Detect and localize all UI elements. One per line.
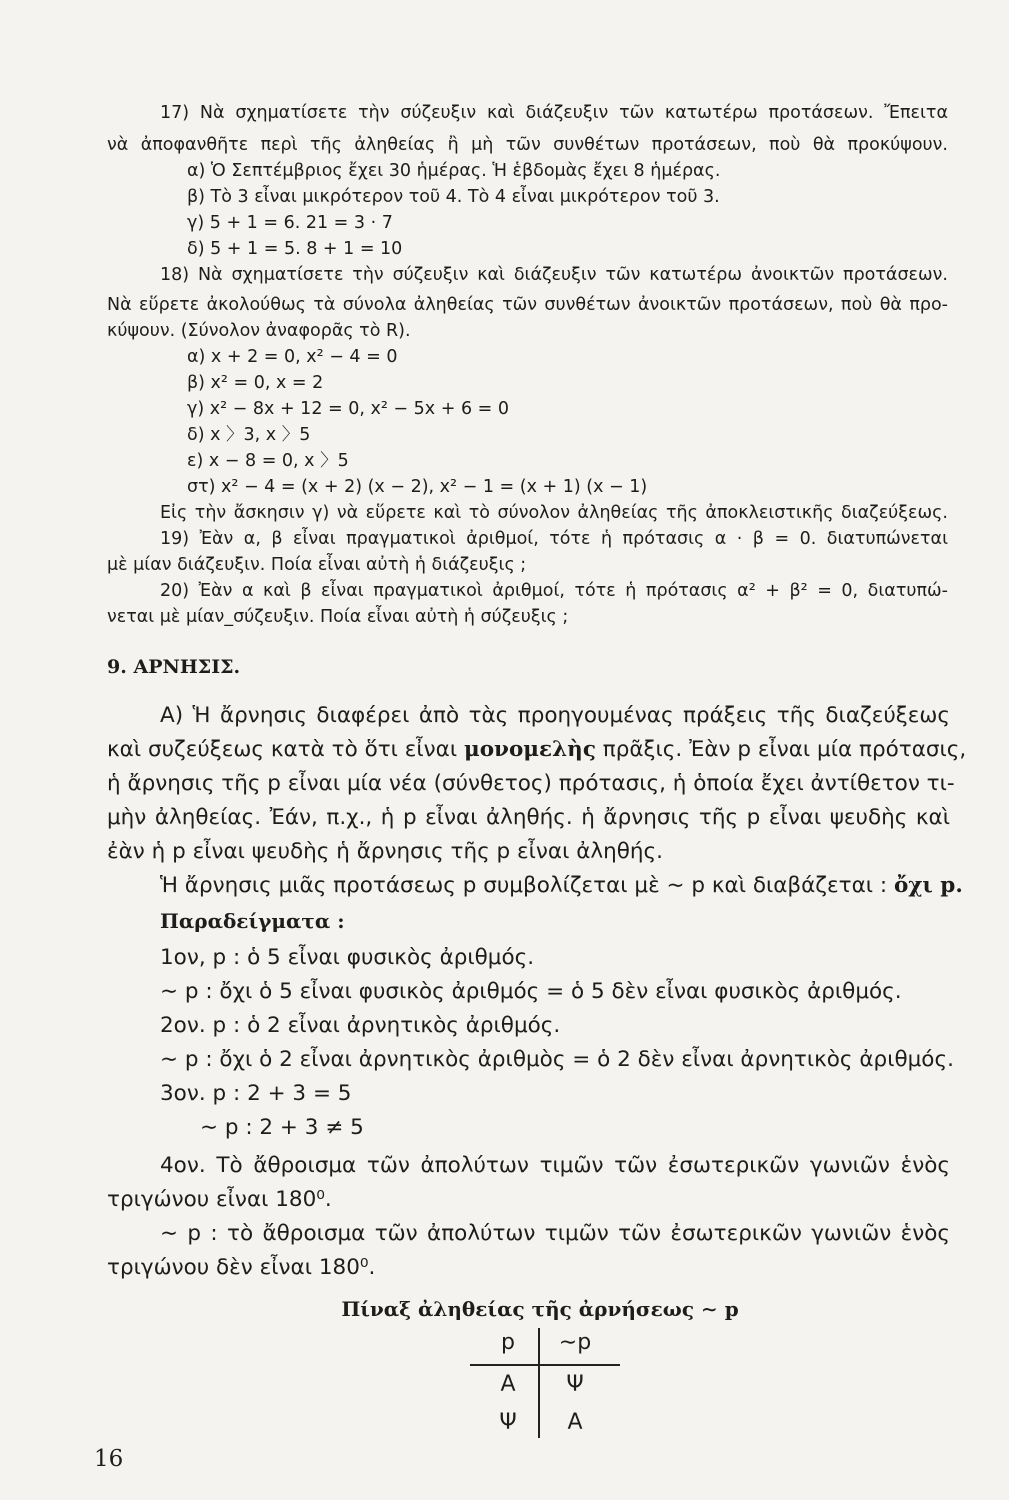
not-p-emphasis: ὄχι p.	[893, 873, 963, 898]
exercise-20-line-2: νεται μὲ μίαν_σύζευξιν. Ποία εἶναι αὐτὴ ἡ σύζευξις ;	[107, 607, 569, 627]
exercise-17-line-1: 17) Νὰ σχηματίσετε τὴν σύζευξιν καὶ διάζευξιν τῶν κατωτέρω προτάσεων. Ἔπειτα	[160, 103, 948, 123]
exercise-17-c: γ) 5 + 1 = 6. 21 = 3 · 7	[187, 213, 393, 233]
negation-para-line-4: μὴν ἀληθείας. Ἐάν, π.χ., ἡ p εἶναι ἀληθής. ἡ ἄρνησις τῆς p εἶναι ψευδὴς καὶ	[107, 805, 950, 830]
truth-table-cell: Α	[567, 1410, 583, 1435]
example-4-negation-line-1: ∼ p : τὸ ἄθροισμα τῶν ἀπολύτων τιμῶν τῶν ἐσωτερικῶν γωνιῶν ἑνὸς	[160, 1221, 950, 1246]
example-3: 3ον. p : 2 + 3 = 5	[160, 1081, 352, 1106]
truth-table-cell: Α	[500, 1372, 516, 1397]
negation-para-line-2	[107, 736, 967, 764]
negation-symbol-line	[160, 872, 963, 900]
example-3-negation: ∼ p : 2 + 3 ≠ 5	[200, 1115, 364, 1140]
exercise-18-line-1: 18) Νὰ σχηματίσετε τὴν σύζευξιν καὶ διάζευξιν τῶν κατωτέρω ἀνοικτῶν προτάσεων.	[160, 265, 948, 285]
negation-para-line-2-start: καὶ συζεύξεως κατὰ τὸ ὅτι εἶναι	[107, 737, 464, 762]
example-1-negation: ∼ p : ὄχι ὁ 5 εἶναι φυσικὸς ἀριθμός = ὁ 5 δὲν εἶναι φυσικὸς ἀριθμός.	[160, 979, 902, 1004]
exercise-18-c: γ) x² − 8x + 12 = 0, x² − 5x + 6 = 0	[187, 399, 509, 419]
example-4-negation-line-2: τριγώνου δὲν εἶναι 180⁰.	[107, 1255, 376, 1280]
truth-table-header-p: p	[501, 1330, 515, 1355]
exercise-18-f: στ) x² − 4 = (x + 2) (x − 2), x² − 1 = (x + 1) (x − 1)	[187, 477, 648, 497]
monomelis-emphasis: μονομελὴς	[463, 737, 596, 762]
example-4-line-1: 4ον. Τὸ ἄθροισμα τῶν ἀπολύτων τιμῶν τῶν ἐσωτερικῶν γωνιῶν ἑνὸς	[160, 1153, 950, 1178]
truth-table-cell: Ψ	[499, 1410, 517, 1435]
exercise-18-a: α) x + 2 = 0, x² − 4 = 0	[187, 347, 398, 367]
truth-table-horizontal-rule	[470, 1364, 620, 1366]
exercise-18-e: ε) x − 8 = 0, x 〉5	[187, 451, 349, 471]
negation-symbol-text: Ἡ ἄρνησις μιᾶς προτάσεως p συμβολίζεται μὲ ∼ p καὶ διαβάζεται :	[160, 873, 894, 898]
example-2-negation: ∼ p : ὄχι ὁ 2 εἶναι ἀρνητικὸς ἀριθμὸς = ὁ 2 δὲν εἶναι ἀρνητικὸς ἀριθμός.	[160, 1047, 954, 1072]
exercise-18-note: Εἰς τὴν ἄσκησιν γ) νὰ εὕρετε καὶ τὸ σύνολον ἀληθείας τῆς ἀποκλειστικῆς διαζεύξεως.	[160, 503, 948, 523]
exercise-18-b: β) x² = 0, x = 2	[187, 373, 324, 393]
exercise-17-a: α) Ὁ Σεπτέμβριος ἔχει 30 ἡμέρας. Ἡ ἑβδομὰς ἔχει 8 ἡμέρας.	[187, 161, 721, 181]
exercise-17-d: δ) 5 + 1 = 5. 8 + 1 = 10	[187, 239, 403, 259]
example-1: 1ον, p : ὁ 5 εἶναι φυσικὸς ἀριθμός.	[160, 945, 535, 970]
negation-para-line-2-end: πρᾶξις. Ἐὰν p εἶναι μία πρότασις,	[595, 737, 967, 762]
exercise-17-b: β) Τὸ 3 εἶναι μικρότερον τοῦ 4. Τὸ 4 εἶναι μικρότερον τοῦ 3.	[187, 187, 720, 207]
truth-table-cell: Ψ	[566, 1372, 584, 1397]
page-number: 16	[94, 1446, 124, 1472]
example-2: 2ον. p : ὁ 2 εἶναι ἀρνητικὸς ἀριθμός.	[160, 1013, 561, 1038]
exercise-20-line-1: 20) Ἐὰν α καὶ β εἶναι πραγματικοὶ ἀριθμοί, τότε ἡ πρότασις α² + β² = 0, διατυπώ-	[160, 581, 948, 601]
negation-para-line-1: Α) Ἡ ἄρνησις διαφέρει ἀπὸ τὰς προηγουμένας πράξεις τῆς διαζεύξεως	[160, 703, 950, 728]
exercise-19-line-1: 19) Ἐὰν α, β εἶναι πραγματικοὶ ἀριθμοί, τότε ἡ πρότασις α · β = 0. διατυπώνεται	[160, 529, 948, 549]
truth-table-title: Πίναξ ἀληθείας τῆς ἀρνήσεως ∼ p	[341, 1297, 739, 1321]
exercise-17-line-2: νὰ ἀποφανθῆτε περὶ τῆς ἀληθείας ἢ μὴ τῶν συνθέτων προτάσεων, ποὺ θὰ προκύψουν.	[107, 135, 948, 155]
examples-heading: Παραδείγματα :	[160, 909, 345, 933]
exercise-18-line-2: Νὰ εὕρετε ἀκολούθως τὰ σύνολα ἀληθείας τῶν συνθέτων ἀνοικτῶν προτάσεων, ποὺ θὰ προ-	[107, 295, 948, 315]
negation-para-line-5: ἐὰν ἡ p εἶναι ψευδὴς ἡ ἄρνησις τῆς p εἶναι ἀληθής.	[107, 839, 663, 864]
section-title: 9. ΑΡΝΗΣΙΣ.	[107, 656, 241, 678]
negation-para-line-3: ἡ ἄρνησις τῆς p εἶναι μία νέα (σύνθετος) πρότασις, ἡ ὁποία ἔχει ἀντίθετον τι-	[107, 771, 955, 796]
exercise-18-d: δ) x 〉3, x 〉5	[187, 425, 311, 445]
exercise-19-line-2: μὲ μίαν διάζευξιν. Ποία εἶναι αὐτὴ ἡ διάζευξις ;	[107, 555, 527, 575]
example-4-line-2: τριγώνου εἶναι 180⁰.	[107, 1187, 332, 1212]
exercise-18-line-3: κύψουν. (Σύνολον ἀναφορᾶς τὸ R).	[107, 321, 411, 341]
truth-table-header-not-p: ∼p	[558, 1330, 592, 1355]
